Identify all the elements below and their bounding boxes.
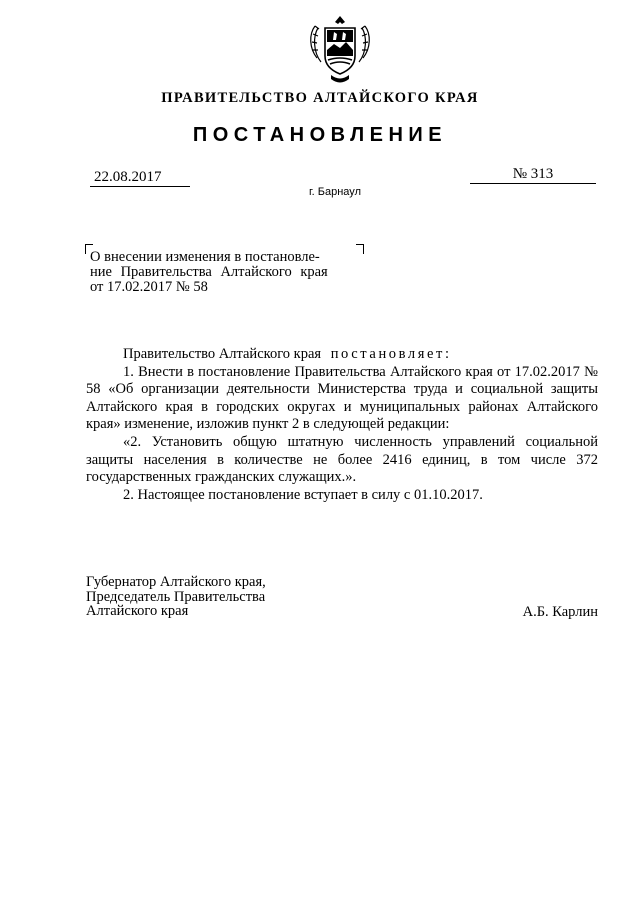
signatory-title xyxy=(86,575,266,619)
document-subject xyxy=(90,250,352,295)
document-date: 22.08.2017 xyxy=(90,168,190,187)
coat-of-arms-icon xyxy=(303,12,377,88)
intro-verb: постановляет: xyxy=(330,346,452,362)
intro-paragraph xyxy=(86,346,598,364)
subject-line: ние Правительства Алтайского края xyxy=(90,264,328,280)
subject-line: О внесении изменения в постановле- xyxy=(90,249,320,265)
signatory-name: А.Б. Карлин xyxy=(522,604,598,620)
document-body xyxy=(86,346,598,504)
signatory-line: Алтайского края xyxy=(86,603,189,619)
intro-subject: Правительство Алтайского края xyxy=(123,346,322,362)
document-type: ПОСТАНОВЛЕНИЕ xyxy=(192,124,448,146)
document-number: № 313 xyxy=(470,165,596,184)
signatory-line: Губернатор Алтайского края, xyxy=(86,574,266,590)
subject-line: от 17.02.2017 № 58 xyxy=(90,279,208,295)
paragraph-1: 1. Внести в постановление Правительства Алтайского края от 17.02.2017 № 58 «Об организации деятельности Министерства труда и социальной защиты Алтайского края в городских округах и муниципальных районах Алтайского края» изменение, изложив пункт 2 в следующей редакции: xyxy=(86,363,598,433)
paragraph-2: 2. Настоящее постановление вступает в силу с 01.10.2017. xyxy=(123,486,483,503)
subject-corner-right xyxy=(356,244,364,254)
document-city: г. Барнаул xyxy=(309,186,361,198)
government-name: ПРАВИТЕЛЬСТВО АЛТАЙСКОГО КРАЯ xyxy=(161,90,479,106)
paragraph-1-quote: «2. Установить общую штатную численность управлений социальной защиты населения в количестве не более 2416 единиц, в том числе 372 государственных гражданских служащих.». xyxy=(86,433,598,486)
signatory-line: Председатель Правительства xyxy=(86,588,266,605)
